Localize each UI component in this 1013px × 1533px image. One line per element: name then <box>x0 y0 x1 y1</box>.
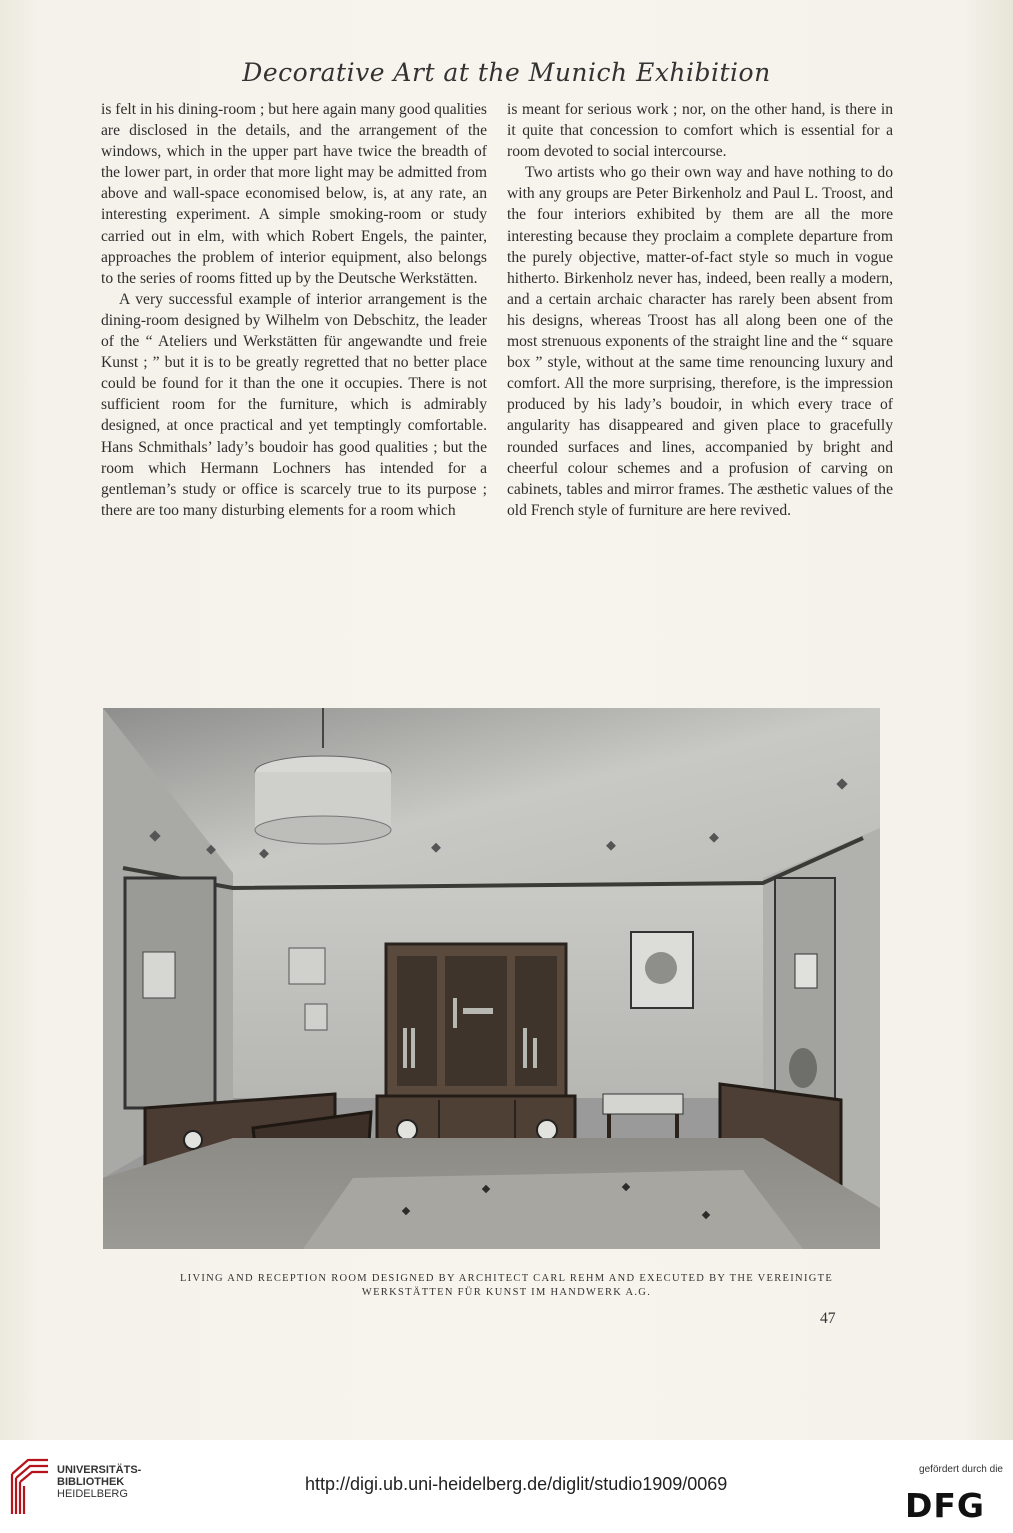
right-paragraph-2: Two artists who go their own way and have nothing to do with any groups are Peter Birkenholz and Paul L. Troost, and the four interiors exhibited by them are all the more interesting because they proclaim a complete departure from the purely objective, matter-of-fact style so much in vogue hitherto. Birkenholz never has, indeed, been really a modern, and a certain archaic character has rarely been absent from his designs, whereas Troost has all along been one of the most strenuous exponents of the straight line and the “ square box ” style, without at the same time renouncing luxury and comfort. All the more surprising, therefore, is the impression produced by his lady’s boudoir, in which every trace of angularity has disappeared and given place to gracefully rounded surfaces and lines, accompanied by bright and cheerful colour schemes and a profusion of carving on cabinets, tables and mirror frames. The æsthetic values of the old French style of furniture are here revived. <box>507 164 893 519</box>
digitization-footer <box>0 1440 1013 1533</box>
caption-line-1: LIVING AND RECEPTION ROOM DESIGNED BY ARCHITECT CARL REHM AND EXECUTED BY THE VEREINIGTE <box>179 1273 834 1284</box>
library-logo-icon <box>8 1456 52 1518</box>
dfg-logo: DFG <box>905 1486 986 1525</box>
right-column <box>507 99 893 521</box>
funded-by-label: gefördert durch die <box>919 1464 1003 1475</box>
interior-photograph <box>103 708 880 1249</box>
source-url-link[interactable]: http://digi.ub.uni-heidelberg.de/diglit/studio1909/0069 <box>305 1474 728 1494</box>
library-name-line-3: HEIDELBERG <box>57 1488 128 1500</box>
running-header: Decorative Art at the Munich Exhibition <box>242 58 771 87</box>
page-number: 47 <box>820 1310 836 1327</box>
left-paragraph-2: A very successful example of interior arrangement is the dining-room designed by Wilhelm von Debschitz, the leader of the “ Ateliers und Werkstätten für angewandte und freie Kunst ; ” but it is to be greatly regretted that no better place could be found for it than the one it occupies. There is not sufficient room for the furniture, which is admirably designed, at once practical and yet temptingly comfortable. Hans Schmithals’ lady’s boudoir has good qualities ; but the room which Hermann Lochners has intended for a gentleman’s study or office is scarcely true to its purpose ; there are too many disturbing elements for a room which <box>101 290 487 519</box>
caption-line-2: WERKSTÄTTEN FÜR KUNST IM HANDWERK A.G. <box>361 1287 652 1298</box>
photo-caption <box>60 1272 953 1300</box>
left-paragraph-1: is felt in his dining-room ; but here again many good qualities are disclosed in the details, and the arrangement of the windows, which in the upper part have twice the breadth of the lower part, in order that more light may be admitted from above and wall-space economised below, is, at any rate, an interesting experiment. A simple smoking-room or study carried out in elm, with which Robert Engels, the painter, approaches the problem of interior equipment, also belongs to the series of rooms fitted up by the Deutsche Werkstätten. <box>101 101 487 287</box>
library-name-line-2: BIBLIOTHEK <box>57 1476 125 1488</box>
left-column <box>101 99 487 521</box>
right-paragraph-1: is meant for serious work ; nor, on the other hand, is there in it quite that concession to comfort which is essential for a room devoted to social intercourse. <box>507 101 893 161</box>
library-name-line-1: UNIVERSITÄTS- <box>57 1464 142 1476</box>
library-name <box>57 1464 141 1500</box>
